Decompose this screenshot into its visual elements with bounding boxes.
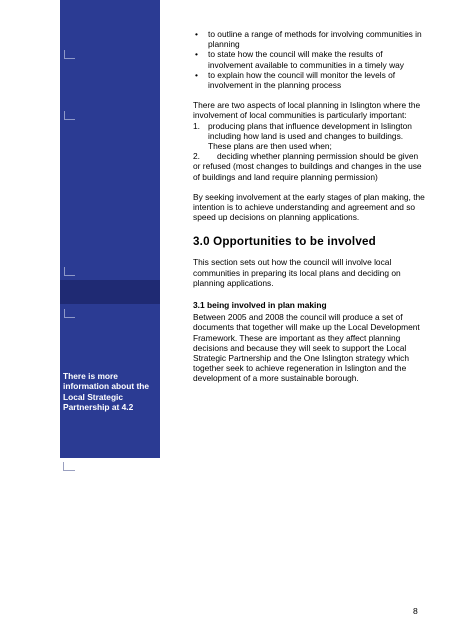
sidebar-rule	[64, 111, 75, 120]
section-paragraph: This section sets out how the council will involve local communities in preparing its local plans and deciding on planning applications.	[193, 257, 401, 288]
seeking-paragraph: By seeking involvement at the early stages of plan making, the intention is to achieve understanding and agreement and so speed up decisions on planning applications.	[193, 191, 425, 223]
aspects-list	[193, 121, 425, 182]
subsection-paragraph: Between 2005 and 2008 the council will produce a set of documents that together will make up the Local Development Framework. These are important as they affect planning decisions and because they will seek to support the Local Strategic Partnership and the One Islington strategy which together seek to achieve regeneration in Islington and the development of a more sustainable borough.	[193, 312, 420, 384]
bullet-icon: •	[195, 69, 198, 80]
section-heading: 3.0 Opportunities to be involved	[193, 235, 376, 249]
list-item: 2. deciding whether planning permission should be given or refused (most changes to buildings and changes in the use of buildings and land require planning permission)	[193, 151, 422, 182]
list-item: 1. producing plans that influence development in Islington including how land is used and changes to buildings. These plans are then used when;	[193, 120, 412, 152]
intro-paragraph: There are two aspects of local planning in Islington where the involvement of local communities is particularly important:	[193, 100, 421, 121]
margin-rule	[63, 462, 75, 471]
sidebar-rule	[64, 50, 75, 59]
sidebar-panel-top	[60, 0, 160, 280]
sidebar-band	[60, 280, 160, 304]
page-number: 8	[413, 606, 418, 616]
objectives-list	[193, 29, 425, 90]
list-item: • to state how the council will make the results of involvement available to communities in a timely way	[195, 49, 404, 70]
sidebar-rule	[64, 309, 75, 318]
list-item: • to explain how the council will monitor the levels of involvement in the planning process	[195, 69, 396, 91]
subsection-heading: 3.1 being involved in plan making	[193, 300, 327, 311]
list-item: • to outline a range of methods for involving communities in planning	[195, 29, 422, 50]
main-content	[193, 0, 425, 384]
sidenote-text: There is more information about the Local Strategic Partnership at 4.2	[63, 371, 150, 413]
bullet-icon: •	[195, 29, 198, 39]
bullet-icon: •	[195, 49, 198, 60]
sidebar-rule	[64, 267, 75, 276]
